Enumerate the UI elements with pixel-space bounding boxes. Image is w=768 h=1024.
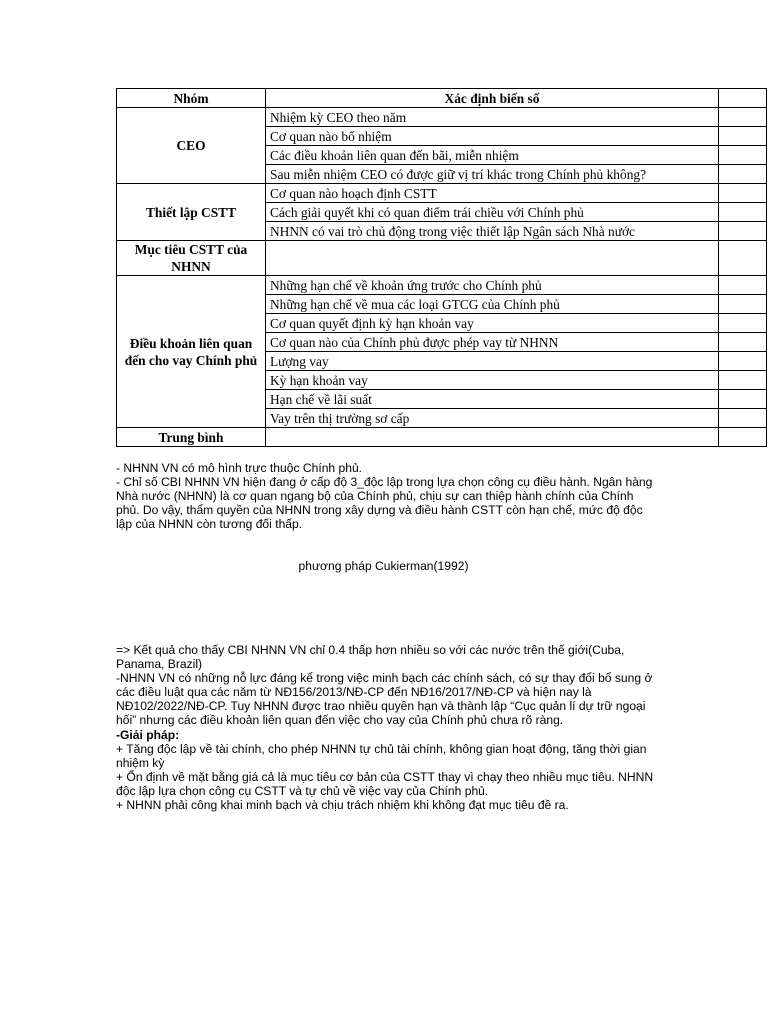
- variable-cell: Nhiệm kỳ CEO theo năm: [266, 108, 719, 127]
- method-line: phương pháp Cukierman(1992): [298, 559, 469, 573]
- variable-cell: Cách giải quyết khi có quan điểm trái chiều với Chính phủ: [266, 203, 719, 222]
- score-cell: [719, 409, 767, 428]
- score-cell: [719, 146, 767, 165]
- header-group: Nhóm: [117, 89, 266, 108]
- score-cell: [719, 241, 767, 276]
- group-trungbinh-label: Trung bình: [117, 428, 266, 447]
- score-cell: [719, 295, 767, 314]
- result-transparency: -NHNN VN có những nỗ lực đáng kể trong việc minh bạch các chính sách, có sự thay đổi bổ sung ở các điều luật qua các năm từ NĐ156/2013/NĐ-CP đến NĐ16/2017/NĐ-CP và hiện nay là NĐ102/2022/NĐ-CP. Tuy NHNN được trao nhiều quyền hạn và thành lập “Cục quản lí dự trữ ngoại hối” nhưng các điều khoản liên quan đến việc cho vay của Chính phủ chưa rõ ràng.: [116, 671, 653, 728]
- score-cell: [719, 333, 767, 352]
- score-cell: [719, 276, 767, 295]
- score-cell: [719, 165, 767, 184]
- table-row: [117, 241, 767, 276]
- variable-cell: Những hạn chế về khoản ứng trước cho Chính phủ: [266, 276, 719, 295]
- variable-cell: Cơ quan quyết định kỳ hạn khoản vay: [266, 314, 719, 333]
- score-cell: [719, 314, 767, 333]
- variable-cell: Các điều khoản liên quan đến bãi, miễn nhiệm: [266, 146, 719, 165]
- result-cbi: => Kết quả cho thấy CBI NHNN VN chỉ 0.4 thấp hơn nhiều so với các nước trên thế giới(Cuba, Panama, Brazil): [116, 643, 625, 672]
- table-row: [117, 108, 767, 127]
- variable-cell: Cơ quan nào của Chính phủ được phép vay từ NHNN: [266, 333, 719, 352]
- score-cell: [719, 390, 767, 409]
- variable-cell: Lượng vay: [266, 352, 719, 371]
- group-vay-label: Điều khoản liên quan đến cho vay Chính phủ: [117, 276, 266, 428]
- notes-block: [116, 461, 656, 531]
- note-cbi-level: - Chỉ số CBI NHNN VN hiện đang ở cấp độ 3_độc lập trong lựa chọn công cụ điều hành. Ngân hàng Nhà nước (NHNN) là cơ quan ngang bộ của Chính phủ, chịu sự can thiệp hành chính của Chính phủ. Do vậy, thẩm quyền của NHNN trong xây dựng và điều hành CSTT còn hạn chế, mức độ độc lập của NHNN còn tương đối thấp.: [116, 475, 653, 532]
- variable-cell: Cơ quan nào bổ nhiệm: [266, 127, 719, 146]
- score-cell: [719, 184, 767, 203]
- table-row: [117, 428, 767, 447]
- variable-cell: Kỳ hạn khoản vay: [266, 371, 719, 390]
- score-cell: [719, 371, 767, 390]
- score-cell: [719, 222, 767, 241]
- score-cell: [719, 108, 767, 127]
- score-cell: [719, 127, 767, 146]
- score-cell: [719, 428, 767, 447]
- note-model: - NHNN VN có mô hình trực thuộc Chính phủ.: [116, 461, 363, 475]
- variable-cell: [266, 241, 719, 276]
- group-ceo-label: CEO: [117, 108, 266, 184]
- header-score: [719, 89, 767, 108]
- table-row: [117, 276, 767, 295]
- group-muctieu-label: Mục tiêu CSTT của NHNN: [117, 241, 266, 276]
- variable-cell: NHNN có vai trò chủ động trong việc thiết lập Ngân sách Nhà nước: [266, 222, 719, 241]
- score-cell: [719, 352, 767, 371]
- variable-cell: [266, 428, 719, 447]
- header-variable: Xác định biến số: [266, 89, 719, 108]
- solution-item: + NHNN phải công khai minh bạch và chịu trách nhiệm khi không đạt mục tiêu đề ra.: [116, 798, 569, 813]
- results-block: [116, 643, 656, 812]
- variable-cell: Cơ quan nào hoạch định CSTT: [266, 184, 719, 203]
- table-row: [117, 184, 767, 203]
- variables-table: [116, 88, 767, 447]
- variable-cell: Hạn chế về lãi suất: [266, 390, 719, 409]
- group-cstt-label: Thiết lập CSTT: [117, 184, 266, 241]
- variable-cell: Sau miễn nhiệm CEO có được giữ vị trí khác trong Chính phủ không?: [266, 165, 719, 184]
- solution-title: -Giải pháp:: [116, 727, 180, 742]
- variable-cell: Những hạn chế về mua các loại GTCG của Chính phủ: [266, 295, 719, 314]
- table-header-row: [117, 89, 767, 108]
- score-cell: [719, 203, 767, 222]
- solution-item: + Ổn định về mặt bằng giá cả là mục tiêu cơ bản của CSTT thay vì chạy theo nhiều mục tiêu. NHNN độc lập lựa chọn công cụ CSTT và tự chủ về việc vay của Chính phủ.: [116, 769, 654, 798]
- solution-item: + Tăng độc lập về tài chính, cho phép NHNN tự chủ tài chính, không gian hoạt động, tăng thời gian nhiệm kỳ: [116, 741, 647, 770]
- variable-cell: Vay trên thị trường sơ cấp: [266, 409, 719, 428]
